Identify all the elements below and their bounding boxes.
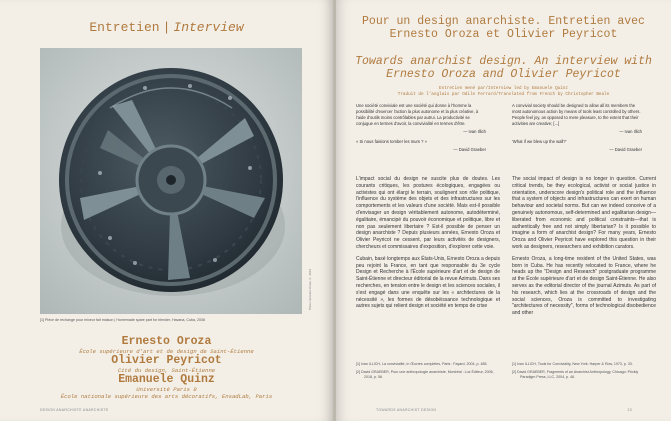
quote-text: A convivial society should be designed to allow all its members the most autonomous action by means of tools least controlled by others. People feel joy, as opposed to mere pleasure, to the extent that their activities are creative; [...] [512, 103, 641, 126]
contributor-affiliation: Université Paris 8 École nationale supérieure des arts décoratifs, EnsadLab, Paris [60, 386, 273, 400]
photo-blender-spare-part [40, 48, 302, 314]
footnote: [2] David GRAEBER, Pour une anthropologie anarchiste, Montréal : Lux Éditeur, 2006, 2018, p. 56. [356, 370, 494, 379]
footnotes-french [356, 362, 498, 383]
epigraph-french [356, 103, 486, 153]
title-english: Towards anarchist design. An interview with Ernesto Oroza and Olivier Peyricot [355, 55, 652, 81]
header-fr: Entretien [89, 20, 160, 35]
title-french: Pour un design anarchiste. Entretien avec Ernesto Oroza et Olivier Peyricot [362, 15, 645, 41]
paragraph: L'impact social du design ne suscite plus de doutes. Les courants critiques, les postures écologiques, engagées ou activistes qui ont élargi le terrain, soulignent son rôle politique, l'influence du système des objets et des infrastructures sur les comportements et les valeurs d'une société. Mais est-il possible d'envisager un design véritablement autonome, autodéterminé, égalitaire, émancipé du pouvoir économique et politique, libre et non pas seulement libertaire ? Est-il possible de penser un design anarchiste ? Depuis plusieurs années, Ernesto Oroza et Olivier Peyricot ne cessent, par leurs activités de designers, chercheurs et commissaires d'exposition, d'explorer cette voie. [356, 176, 500, 250]
contributor-affiliation: Cité du design, Saint-Étienne [117, 367, 216, 374]
footnote: [1] Ivan ILLICH, La convivialité, in Œuvres complètes, Paris : Fayard, 2004, p. 485. [356, 362, 488, 366]
footnote: [2] David GRAEBER, Fragments of an Anarchist Anthropology, Chicago: Prickly Paradigm Press, LLC, 2004, p. 46. [512, 370, 639, 379]
paragraph: Ernesto Oroza, a long-time resident of the United States, was born in Cuba. He has recently relocated to France, where he heads up the "Design and Research" postgraduate programme at the École supérieure d'art et de design Saint-Étienne. He also serves as the editorial director of the journal Azimuts. As part of his research, which lies at the crossroads of design and the social sciences, Oroza is committed to investigating "architectures of necessity", forms of technological disobedience and other [512, 255, 656, 317]
page-header: Entretien | Interview [89, 20, 244, 35]
contributor-affiliation: École supérieure d'art et de design de Saint-Étienne [79, 348, 254, 355]
quote-text: 'What if we blew up the wall?' [512, 139, 567, 144]
right-page [336, 0, 671, 421]
blender-part-illustration [40, 48, 302, 314]
photo-caption: [1] Pièce de rechange pour mixeur fait maison | Homemade spare part for blender, Havana, Cuba, 2008 [40, 318, 205, 322]
body-french [356, 176, 500, 315]
quote-author: — Ivan Illich [463, 129, 486, 134]
contributors [0, 336, 333, 400]
quote-author: — Ivan Illich [619, 129, 642, 134]
header-en: Interview [173, 20, 244, 35]
credit-translator: Traduit de l'anglais par Odile Ferrard/Translated from French by Christopher Beale [397, 92, 610, 97]
contributor-name: Olivier Peyricot [111, 354, 222, 367]
epigraph-english [512, 103, 642, 153]
credit-interviewer: Entretien mené par/Interview led by Emanuele Quinz [439, 86, 568, 91]
contributor-name: Ernesto Oroza [121, 335, 212, 348]
footnotes-english [512, 362, 654, 383]
quote-author: — David Graeber [609, 147, 642, 152]
contributor-name: Emanuele Quinz [118, 373, 215, 386]
paragraph: The social impact of design is no longer in question. Current critical trends, be they ecological, activist or social justice in orientation, underscore design's political role and the influence that a system of objects and infrastructures can exert on human behaviour and societal norms. But can we indeed conceive of a genuinely autonomous, self-determined and egalitarian design—liberated from economic and political constraints—that is authentically free and not simply libertarian? Is it possible to imagine a form of anarchist design? For many years, Ernesto Oroza and Olivier Peyricot have explored this question in their work as designers, researchers and exhibition curators. [512, 176, 656, 250]
paragraph: Cubain, basé longtemps aux États-Unis, Ernesto Oroza a depuis peu rejoint la France, en tant que responsable du 3e cycle Design et Recherche à l'École supérieure d'art et de design de Saint-Étienne et directeur éditorial de la revue Azimuts. Dans ses recherches, en tension entre le design et les sciences sociales, il s'est engagé dans une enquête sur les « architectures de la nécessité », les formes de désobéissance technologique et autres sujets qui relient design et société en temps de crise [356, 255, 500, 310]
quote-text: « Si nous faisions tomber les murs ? » [356, 139, 427, 144]
left-footer: DESIGN ANARCHISTE ANARCHISTE [40, 408, 109, 412]
quote-text: Une société conviviale est une société qui donne à l'homme la possibilité d'exercer l'action la plus autonome et la plus créative, à l'aide d'outils moins contrôlables par autrui. La productivité se conjugue en termes d'avoir, la convivialité en termes d'être. [356, 103, 479, 126]
page-number: 23 [627, 408, 632, 412]
footnote: [1] Ivan ILLICH, Tools for Conviviality, New York: Harper & Row, 1973, p. 33. [512, 362, 633, 366]
photo-credit: Photo: Ernesto Oroza © 2016 [308, 268, 312, 310]
body-english [512, 176, 656, 322]
interview-credits [346, 86, 661, 98]
quote-author: — David Graeber [453, 147, 486, 152]
footer-title: TOWARDS ANARCHIST DESIGN [376, 408, 437, 412]
left-page [0, 0, 333, 421]
